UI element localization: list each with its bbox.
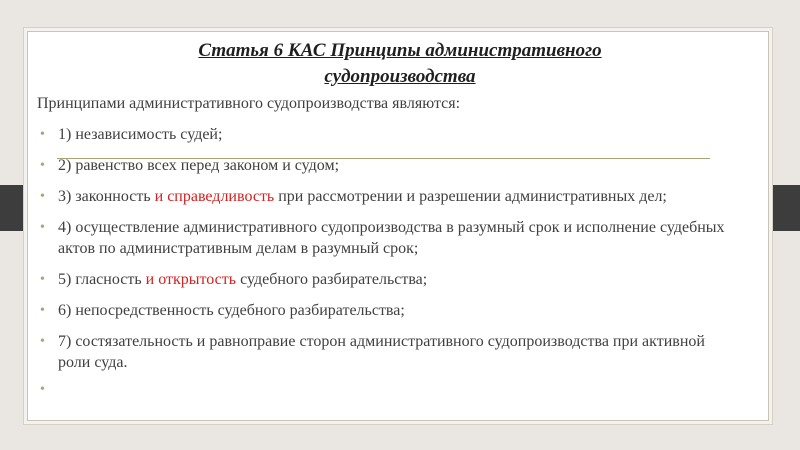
intro-text: Принципами административного судопроизводства являются: <box>37 95 461 112</box>
list-item <box>40 155 740 176</box>
list-item <box>40 186 740 207</box>
list-item <box>40 269 740 290</box>
item-text: 3) законность <box>58 188 155 205</box>
bullet-icon: • <box>40 303 45 318</box>
highlighted-text: и справедливость <box>154 188 275 205</box>
right-side-bar <box>766 185 800 231</box>
item-text: 2) равенство всех перед законом и судом; <box>58 157 340 174</box>
slide-title: Статья 6 КАС Принципы административного судопроизводства <box>198 40 602 87</box>
bullet-icon: • <box>40 334 45 349</box>
bullet-icon: • <box>40 220 45 235</box>
item-text: 5) гласность <box>58 271 146 288</box>
list-item <box>40 379 740 400</box>
item-text: 4) осуществление административного судопроизводства в разумный срок и исполнение судебных актов по административным делам в разумный срок; <box>58 219 725 257</box>
bullet-icon: • <box>40 382 45 397</box>
item-text: 7) состязательность и равноправие сторон административного судопроизводства при активной роли суда. <box>58 333 705 371</box>
principles-list <box>40 124 740 400</box>
list-item <box>40 331 740 373</box>
item-text: судебного разбирательства; <box>236 271 428 288</box>
bullet-icon: • <box>40 272 45 287</box>
bullet-icon: • <box>40 158 45 173</box>
item-text: 6) непосредственность судебного разбирательства; <box>58 302 405 319</box>
bullet-icon: • <box>40 127 45 142</box>
bullet-icon: • <box>40 189 45 204</box>
item-text: 1) независимость судей; <box>58 126 223 143</box>
highlighted-text: и открытость <box>145 271 237 288</box>
list-item <box>40 124 740 145</box>
list-item <box>40 300 740 321</box>
item-text: при рассмотрении и разрешении административных дел; <box>274 188 667 205</box>
list-item <box>40 217 740 259</box>
